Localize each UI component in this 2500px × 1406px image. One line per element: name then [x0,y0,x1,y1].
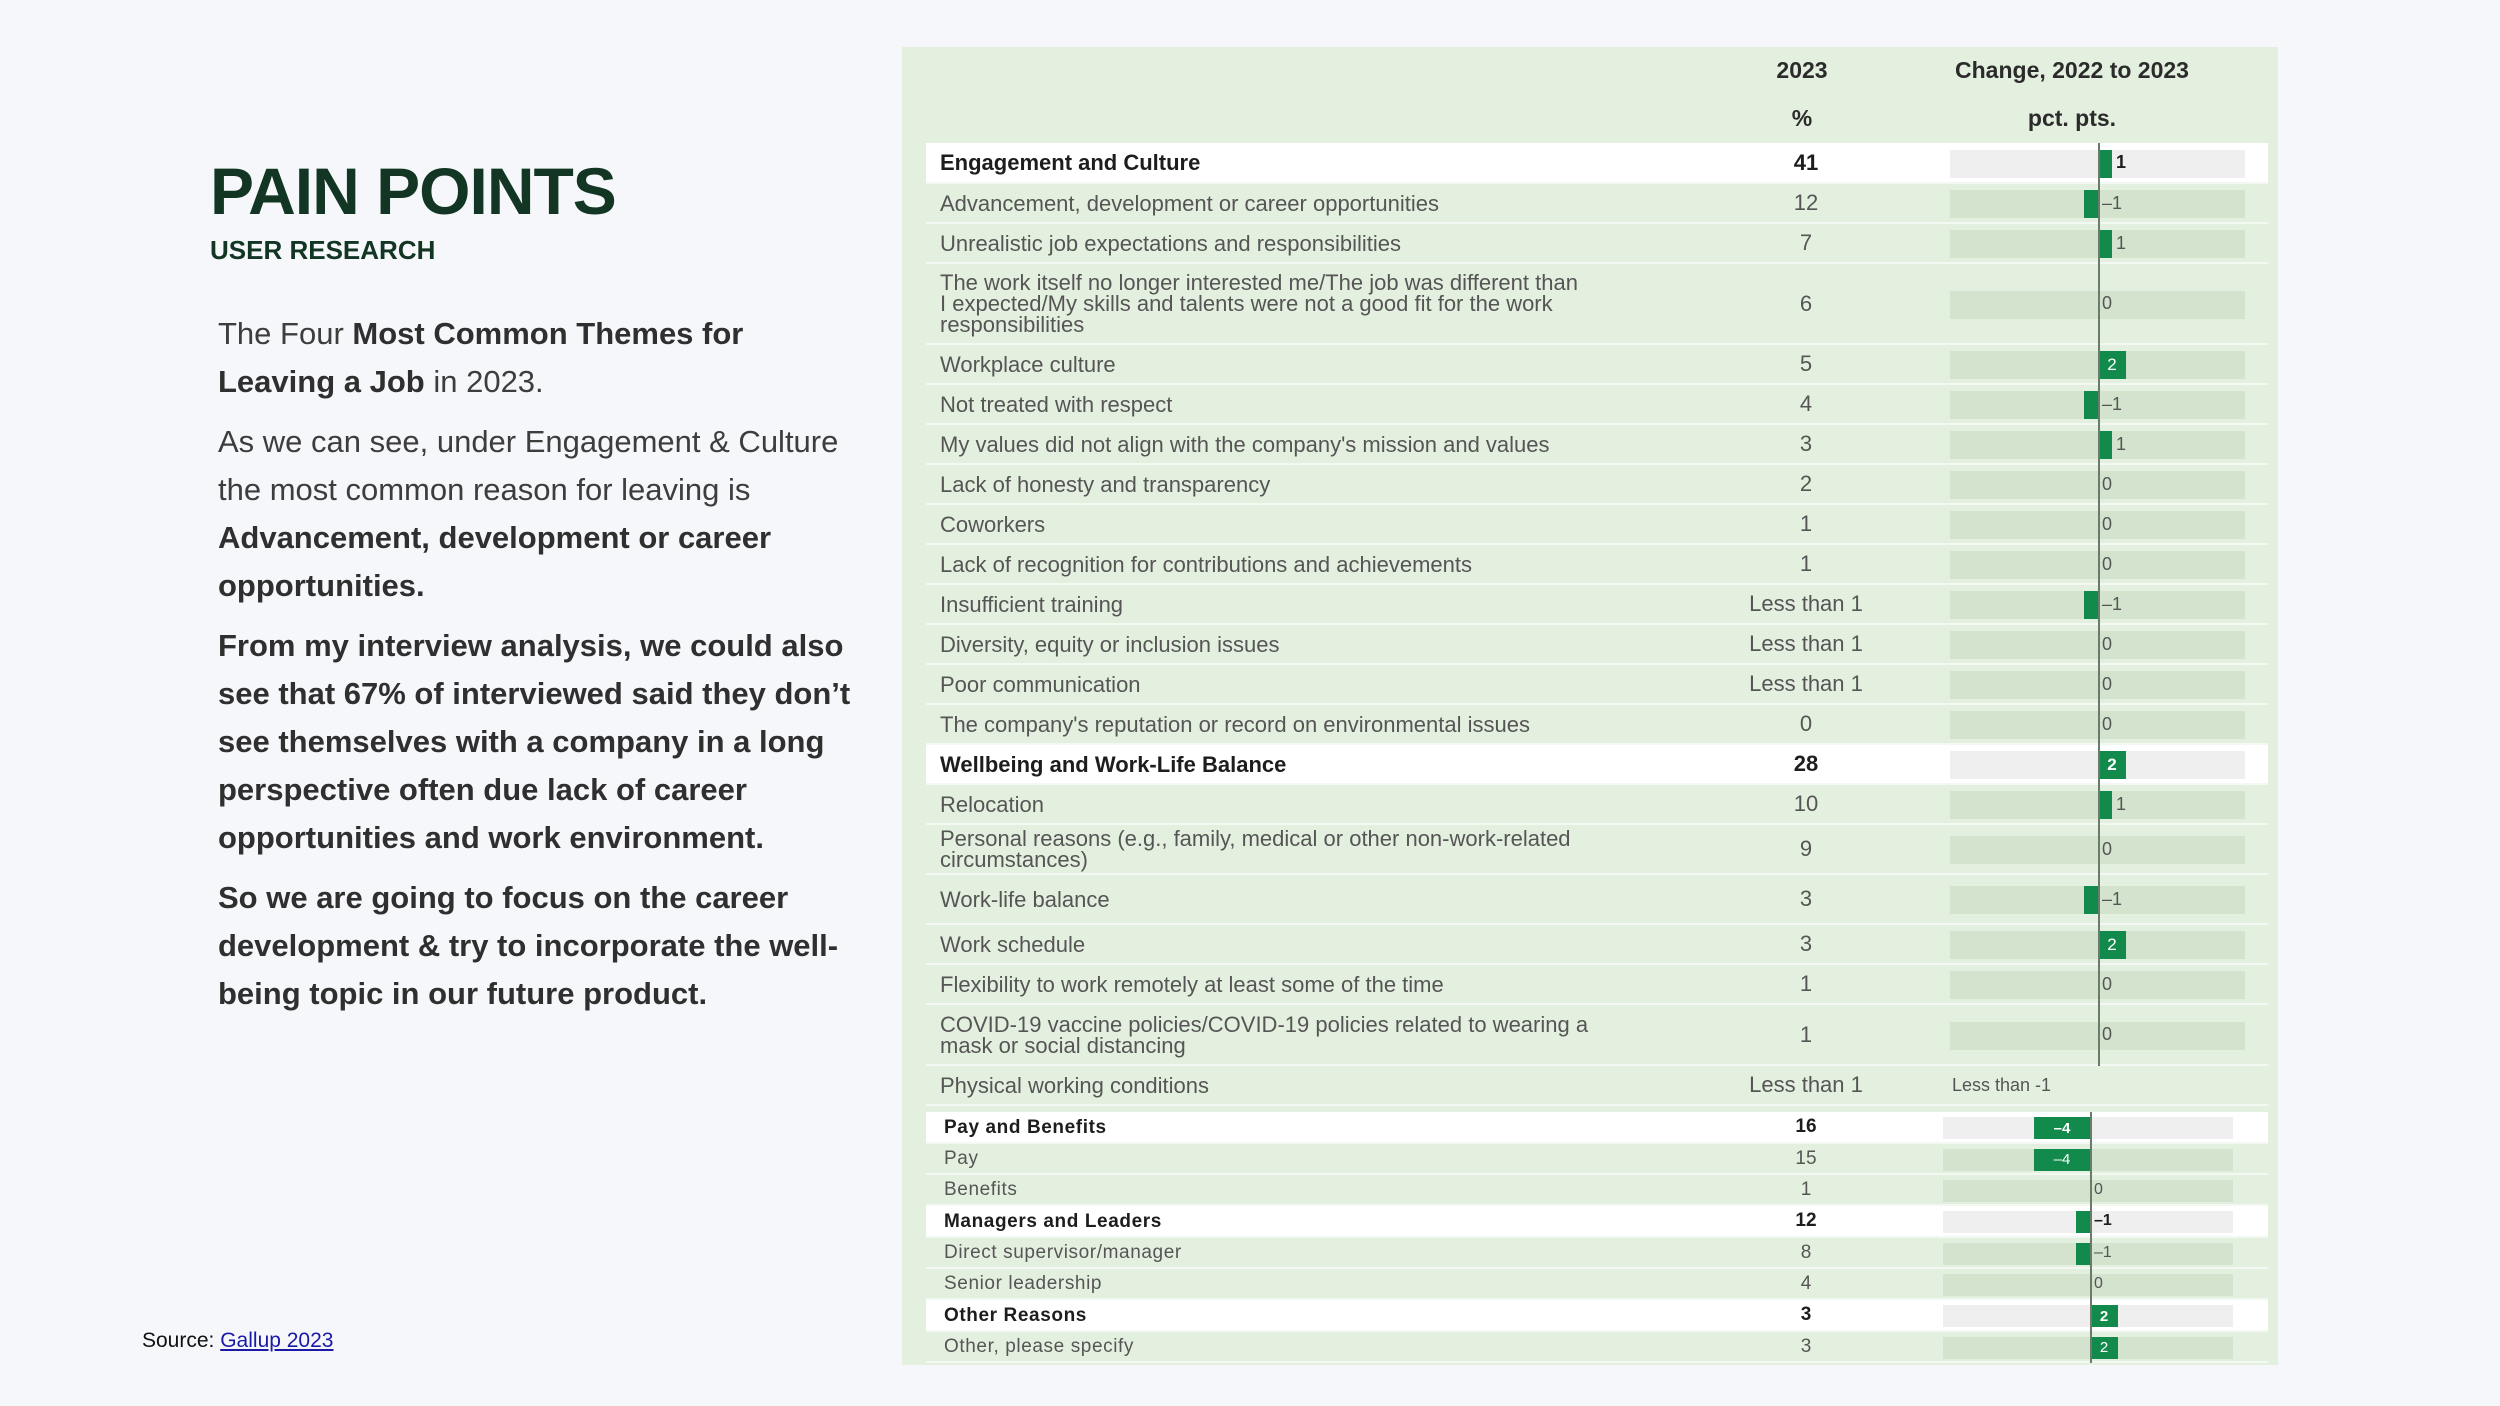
row-label: Unrealistic job expectations and responsibilities [940,230,1402,256]
column-header-change-unit: pct. pts. [2027,105,2117,131]
intro-p2-a: As we can see, under Engagement & Culture the most common reason for leaving is [218,424,839,507]
table-row [926,224,2268,264]
table-category-row [926,1206,2268,1238]
change-label: 0 [2102,473,2113,494]
change-bar [2098,150,2112,178]
zero-axis-line [2090,1206,2092,1238]
row-label: Managers and Leaders [944,1210,1162,1232]
table-row [926,1332,2268,1363]
table-category-row [926,1300,2268,1332]
row-label: The work itself no longer interested me/The job was different than I expected/My skills and talents were not a good fit for the work responsibilities [940,270,1578,337]
table-row [926,965,2268,1005]
intro-p2-b: Advancement, development or career opportunities. [218,520,772,603]
change-bar [2034,1117,2090,1139]
zero-axis-line [2090,1175,2092,1206]
intro-p3: From my interview analysis, we could also see that 67% of interviewed said they don’t see themselves with a company in a long perspective often due lack of career opportunities and work environment. [218,628,851,855]
row-percent: 1 [1800,1178,1812,1200]
change-label: –1 [2102,393,2123,414]
row-percent: 12 [1795,1210,1817,1231]
change-bar [2098,230,2112,258]
table-row [926,1175,2268,1206]
zero-axis-line [2090,1269,2092,1300]
zero-axis-line [2090,1112,2092,1144]
table-row [926,264,2268,345]
zero-axis-line [2090,1238,2092,1269]
change-label: 1 [2116,232,2127,253]
column-header-change: Change, 2022 to 2023 [1955,57,2189,83]
change-bar [2076,1211,2090,1233]
zero-axis-line [2098,585,2100,625]
zero-axis-line [2098,505,2100,545]
change-label: –4 [2053,1119,2071,1137]
row-label: Lack of honesty and transparency [940,471,1271,497]
row-percent: 8 [1800,1241,1812,1263]
row-label: Physical working conditions [940,1072,1210,1098]
change-label: 1 [2116,152,2127,172]
row-label: Workplace culture [940,351,1116,377]
change-bar [2098,751,2126,779]
table-row [926,345,2268,385]
row-percent: 0 [1799,711,1813,736]
change-bar [2098,431,2112,459]
change-label: –1 [2102,192,2123,213]
row-percent: 1 [1799,551,1813,576]
source-link[interactable]: Gallup 2023 [220,1329,334,1352]
zero-axis-line [2098,875,2100,925]
table-row [926,505,2268,545]
zero-axis-line [2098,665,2100,705]
table-row [926,184,2268,224]
zero-axis-line [2098,545,2100,585]
change-bar-track [1943,1305,2233,1327]
change-label: 0 [2094,1274,2103,1292]
row-label: Direct supervisor/manager [944,1242,1182,1263]
change-bar [2098,931,2126,959]
change-label: –1 [2094,1243,2112,1261]
zero-axis-line [2098,143,2100,184]
row-label: Relocation [940,791,1044,817]
row-percent: 7 [1799,230,1813,255]
change-label: 2 [2107,755,2117,774]
change-label: 0 [2102,633,2113,654]
row-label: Work-life balance [940,886,1110,912]
table-row [926,465,2268,505]
table-row [926,425,2268,465]
row-label: COVID-19 vaccine policies/COVID-19 policies related to wearing a mask or social distancing [940,1011,1589,1058]
row-percent: 1 [1799,971,1813,996]
row-percent: 1 [1799,1021,1813,1047]
row-label: Other Reasons [944,1304,1087,1326]
row-percent: 28 [1793,751,1819,776]
intro-paragraph-4 [218,874,858,1018]
table-row [926,785,2268,825]
row-percent: 16 [1795,1116,1817,1137]
row-percent: 5 [1799,351,1813,376]
row-label: Lack of recognition for contributions and achievements [940,551,1472,577]
row-label: Work schedule [940,931,1086,957]
zero-axis-line [2098,184,2100,224]
table-row [926,625,2268,665]
intro-p1-c: in 2023. [424,364,544,399]
change-label: 2 [2107,935,2117,954]
row-label: Poor communication [940,671,1141,697]
change-label: 2 [2099,1339,2109,1356]
change-bar-track [1943,1274,2233,1296]
intro-p1-a: The Four [218,316,353,351]
intro-paragraph-1 [218,310,858,406]
change-bar [2084,886,2098,914]
intro-paragraph-2 [218,418,858,610]
zero-axis-line [2098,224,2100,264]
change-label: 0 [2094,1180,2103,1198]
change-label: 0 [2102,293,2113,313]
zero-axis-line [2090,1144,2092,1175]
table-row [926,825,2268,875]
zero-axis-line [2098,925,2100,965]
row-percent: 3 [1799,886,1813,911]
table-category-row [926,143,2268,184]
table-row [926,385,2268,425]
zero-axis-line [2098,625,2100,665]
change-bar-track [1943,1180,2233,1202]
row-percent: 6 [1799,290,1813,316]
change-bar [2084,190,2098,218]
change-label: 0 [2102,553,2113,574]
row-label: Flexibility to work remotely at least some of the time [940,971,1444,997]
row-label: Other, please specify [944,1336,1135,1357]
zero-axis-line [2090,1300,2092,1332]
table-row [926,1144,2268,1175]
page-subtitle: USER RESEARCH [210,235,436,265]
change-label: –1 [2102,593,2123,614]
row-label: The company's reputation or record on environmental issues [940,711,1530,737]
row-percent: 15 [1795,1147,1817,1169]
zero-axis-line [2098,705,2100,745]
change-bar [2090,1305,2118,1327]
row-label: Coworkers [940,511,1046,537]
change-label: 1 [2116,793,2127,814]
zero-axis-line [2098,965,2100,1005]
table-category-row [926,745,2268,785]
row-percent: 3 [1800,1304,1812,1325]
zero-axis-line [2098,385,2100,425]
zero-axis-line [2098,465,2100,505]
change-label: 0 [2102,838,2113,859]
source-label: Source: [142,1329,221,1352]
table-row [926,1005,2268,1066]
change-bar [2098,791,2112,819]
table-row [926,1269,2268,1300]
row-percent: 41 [1793,149,1819,175]
change-label: 2 [2099,1307,2109,1325]
row-label: Personal reasons (e.g., family, medical or other non-work-related circumstances) [940,826,1571,872]
row-label: Wellbeing and Work-Life Balance [940,751,1287,777]
intro-text [218,310,858,1030]
row-percent: 2 [1799,471,1813,496]
page-title: PAIN POINTS [210,154,616,228]
row-percent: 3 [1800,1335,1812,1357]
row-percent: Less than 1 [1749,631,1863,656]
change-label: –1 [2094,1212,2112,1229]
row-label: My values did not align with the company's mission and values [940,431,1550,457]
table-row [926,925,2268,965]
row-percent: Less than 1 [1749,591,1863,616]
table-row [926,705,2268,745]
row-label: Not treated with respect [940,391,1173,417]
row-percent: 1 [1799,511,1813,536]
column-header-year-unit: % [1791,105,1813,131]
change-label: 0 [2102,713,2113,734]
table-row [926,665,2268,705]
table-row [926,545,2268,585]
change-bar [2084,591,2098,619]
change-label: –1 [2102,888,2123,909]
intro-paragraph-3 [218,622,858,862]
row-percent: 4 [1799,391,1813,416]
table-row [926,1238,2268,1269]
zero-axis-line [2098,745,2100,785]
change-bar [2084,391,2098,419]
row-label: Pay [944,1148,979,1169]
data-table-panel [902,47,2278,1365]
row-percent: 10 [1793,791,1819,816]
intro-p4: So we are going to focus on the career development & try to incorporate the well-being topic in our future product. [218,880,839,1011]
zero-axis-line [2098,345,2100,385]
change-bar [2098,351,2126,379]
change-label: 0 [2102,513,2113,534]
table-category-row [926,1112,2268,1144]
change-bar-track [1943,1337,2233,1359]
row-percent: Less than 1 [1749,671,1863,696]
change-bar [2090,1337,2118,1359]
row-percent: Less than 1 [1749,1072,1863,1097]
zero-axis-line [2098,264,2100,345]
change-label: 1 [2116,433,2127,454]
row-percent: 9 [1799,836,1813,861]
table-row [926,875,2268,925]
zero-axis-line [2098,825,2100,875]
table-row [926,1066,2268,1106]
row-label: Engagement and Culture [940,150,1201,175]
intro-p1-b: Most Common Themes for Leaving a Job [218,316,744,399]
source-note [142,1329,333,1353]
change-label: 0 [2102,1024,2113,1044]
change-bar [2034,1149,2090,1171]
row-label: Benefits [944,1179,1018,1200]
row-percent: 3 [1799,431,1813,456]
row-percent: 12 [1793,190,1819,215]
zero-axis-line [2098,1005,2100,1066]
table-row [926,585,2268,625]
row-percent: 3 [1799,931,1813,956]
row-label: Insufficient training [940,591,1124,617]
change-label: Less than -1 [1952,1074,2052,1095]
row-label: Diversity, equity or inclusion issues [940,631,1280,657]
row-percent: 4 [1800,1272,1812,1294]
change-label: 0 [2102,973,2113,994]
column-header-year: 2023 [1776,57,1828,83]
row-label: Pay and Benefits [944,1116,1107,1138]
row-label: Advancement, development or career opportunities [940,190,1439,216]
zero-axis-line [2098,785,2100,825]
change-label: –4 [2053,1151,2071,1168]
row-label: Senior leadership [944,1273,1103,1294]
change-label: 0 [2102,673,2113,694]
change-label: 2 [2107,355,2117,374]
zero-axis-line [2098,425,2100,465]
zero-axis-line [2090,1332,2092,1363]
change-bar [2076,1243,2090,1265]
